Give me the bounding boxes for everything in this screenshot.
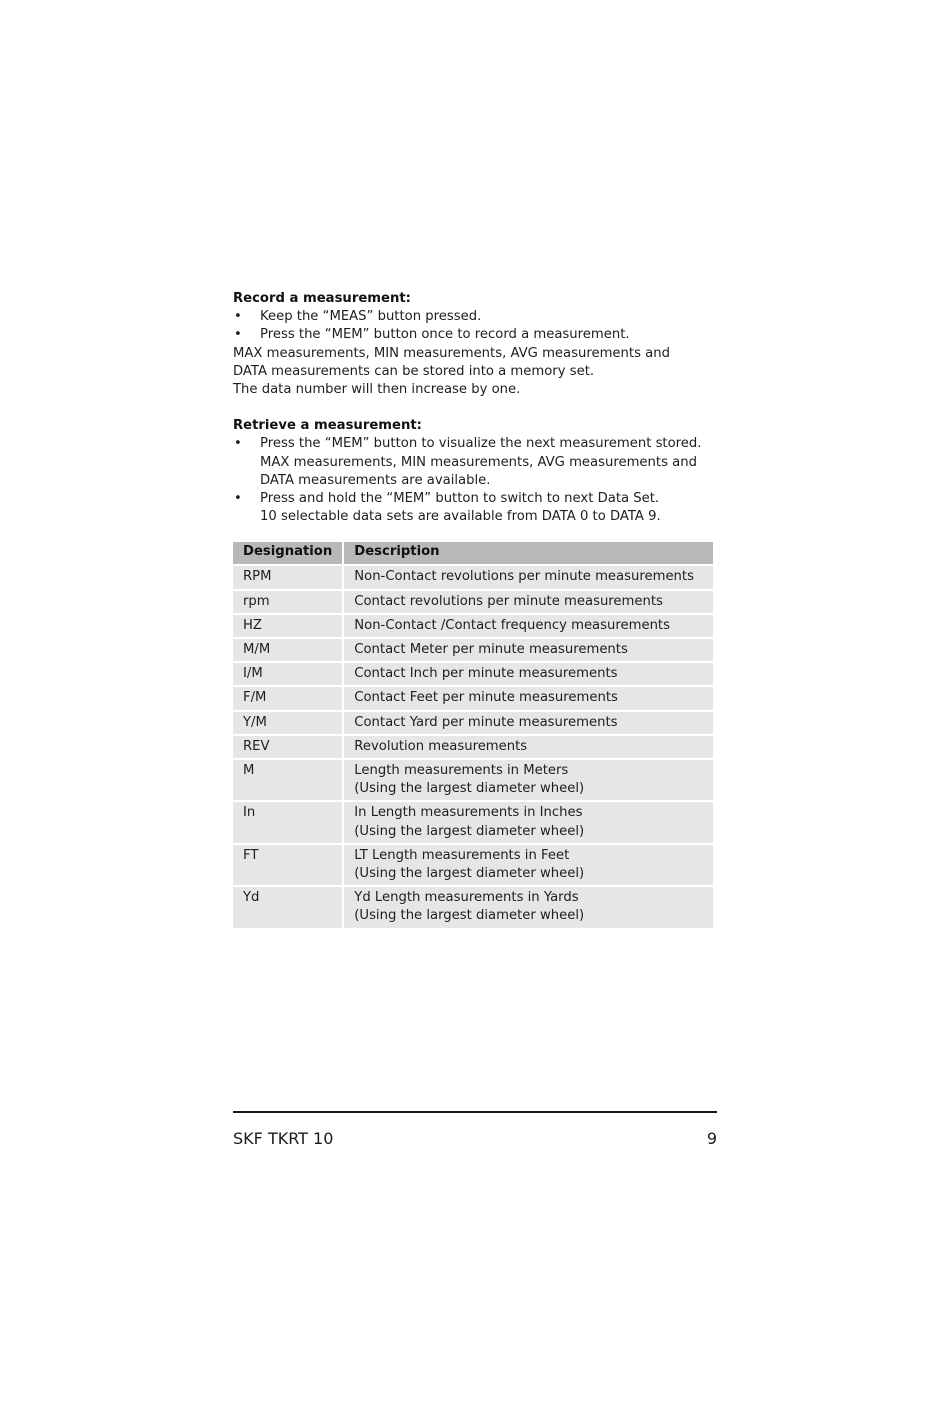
designation-cell: In — [233, 802, 342, 842]
table-row — [233, 736, 713, 758]
description-cell — [344, 615, 713, 637]
table-row — [233, 802, 713, 842]
description-line: Yd Length measurements in Yards — [354, 890, 579, 906]
description-cell — [344, 566, 713, 588]
designation-cell: M — [233, 760, 342, 800]
retrieve-bullet-line: • Press and hold the “MEM” button to switch to next Data Set. — [260, 491, 660, 507]
description-line: Non-Contact /Contact frequency measurements — [354, 617, 670, 633]
description-cell — [344, 887, 713, 927]
retrieve-bullet-line: • Press the “MEM” button to visualize the next measurement stored. — [260, 436, 702, 452]
description-line: Contact Inch per minute measurements — [354, 666, 618, 682]
table-row — [233, 591, 713, 613]
description-line: Non-Contact revolutions per minute measurements — [354, 569, 694, 585]
description-cell — [344, 591, 713, 613]
description-cell — [344, 639, 713, 661]
description-line: Length measurements in Meters — [354, 763, 569, 779]
description-line: (Using the largest diameter wheel) — [354, 866, 585, 882]
designation-cell: I/M — [233, 663, 342, 685]
description-cell — [344, 663, 713, 685]
retrieve-bullet — [233, 490, 717, 526]
designation-cell: REV — [233, 736, 342, 758]
footer-model: SKF TKRT 10 — [233, 1129, 334, 1148]
table-row — [233, 615, 713, 637]
description-line: Contact Yard per minute measurements — [354, 714, 618, 730]
table-row — [233, 845, 713, 885]
description-cell — [344, 760, 713, 800]
page-number: 9 — [706, 1129, 717, 1148]
table-row — [233, 566, 713, 588]
table-row — [233, 687, 713, 709]
table-header-row — [233, 542, 713, 564]
retrieve-bullets — [233, 435, 717, 526]
description-line: (Using the largest diameter wheel) — [354, 781, 585, 797]
description-cell — [344, 802, 713, 842]
retrieve-bullet-line: DATA measurements are available. — [260, 472, 491, 488]
table-body — [233, 566, 713, 927]
page-footer — [233, 1129, 717, 1149]
retrieve-bullet — [233, 435, 717, 490]
designation-cell: Yd — [233, 887, 342, 927]
description-cell — [344, 845, 713, 885]
designation-cell: FT — [233, 845, 342, 885]
description-line: In Length measurements in Inches — [354, 805, 583, 821]
description-cell — [344, 736, 713, 758]
record-bullet: • Keep the “MEAS” button pressed. — [233, 308, 717, 326]
designation-cell: F/M — [233, 687, 342, 709]
table-row — [233, 663, 713, 685]
column-header-designation: Designation — [233, 542, 342, 564]
record-bullets — [233, 308, 717, 344]
description-cell — [344, 712, 713, 734]
designation-cell: M/M — [233, 639, 342, 661]
designation-cell: RPM — [233, 566, 342, 588]
description-line: LT Length measurements in Feet — [354, 847, 570, 863]
record-bullet: • Press the “MEM” button once to record a measurement. — [233, 326, 717, 344]
table-row — [233, 639, 713, 661]
column-header-description: Description — [344, 542, 713, 564]
retrieve-heading: Retrieve a measurement: — [233, 418, 422, 434]
description-line: Contact Meter per minute measurements — [354, 642, 628, 658]
table-row — [233, 887, 713, 927]
description-cell — [344, 687, 713, 709]
record-text-line: DATA measurements can be stored into a memory set. — [233, 363, 595, 379]
record-heading: Record a measurement: — [233, 291, 411, 306]
designation-cell: rpm — [233, 591, 342, 613]
record-text-line: The data number will then increase by one. — [233, 382, 521, 398]
description-line: Contact revolutions per minute measurements — [354, 593, 663, 609]
designation-cell: Y/M — [233, 712, 342, 734]
description-line: (Using the largest diameter wheel) — [354, 823, 585, 839]
table-row — [233, 712, 713, 734]
retrieve-bullet-line: 10 selectable data sets are available from DATA 0 to DATA 9. — [260, 509, 661, 525]
description-line: Contact Feet per minute measurements — [354, 690, 618, 706]
description-line: (Using the largest diameter wheel) — [354, 908, 585, 924]
record-text-line: MAX measurements, MIN measurements, AVG measurements and — [233, 345, 670, 361]
designation-cell: HZ — [233, 615, 342, 637]
table-row — [233, 760, 713, 800]
designation-table — [231, 540, 715, 929]
page-content — [233, 290, 717, 930]
retrieve-bullet-line: MAX measurements, MIN measurements, AVG measurements and — [260, 454, 697, 470]
footer-divider — [233, 1111, 717, 1113]
description-line: Revolution measurements — [354, 738, 528, 754]
